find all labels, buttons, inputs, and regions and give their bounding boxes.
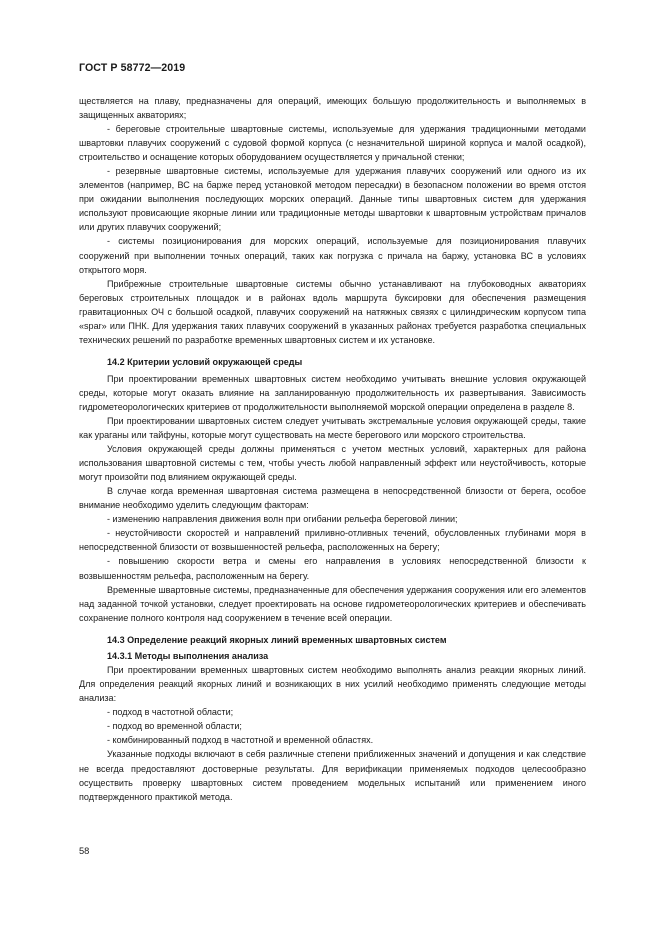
paragraph: При проектировании швартовных систем следует учитывать экстремальные условия окружающей среды, такие как ураганы или тайфуны, которые могут существовать на месте берегового или морского строительства. <box>79 415 586 441</box>
subsection-heading-14-3-1: 14.3.1 Методы выполнения анализа <box>107 650 269 661</box>
paragraph: В случае когда временная швартовная система размещена в непосредственной близости от берега, особое внимание необходимо уделить следующим факторам: <box>79 486 586 511</box>
page-body <box>79 94 586 804</box>
list-item: - подход во временной области; <box>107 721 242 732</box>
paragraph: При проектировании временных швартовных систем необходимо учитывать внешние условия окружающей среды, которые могут оказать влияние на запланированную продолжительность их развертывания. Зависимость гидрометеорологических критериев от продолжительности выполняемой морской операции определена в разделе 8. <box>79 373 586 412</box>
list-item: - повышению скорости ветра и смены его направления в условиях непосредственной близости к возвышенностям рельефа, расположенным на берегу. <box>79 556 586 581</box>
page-number: 58 <box>79 846 90 856</box>
list-item-coastal-systems: - береговые строительные швартовные системы, используемые для удержания традиционными методами швартовки плавучих сооружений с судовой формой корпуса (с незначительной шириной корпуса и малой осадкой), строительство и оснащение которых оборудованием осуществляется у причальной стенки; <box>79 124 586 163</box>
list-item: - неустойчивости скоростей и направлений приливно-отливных течений, обусловленных глубинами моря в непосредственной близости от возвышенностей рельефа, расположенных на берегу; <box>79 528 586 553</box>
section-heading-14-2: 14.2 Критерии условий окружающей среды <box>107 356 303 367</box>
list-item: - подход в частотной области; <box>107 707 234 718</box>
paragraph: Указанные подходы включают в себя различные степени приближенных значений и допущения и как следствие не всегда предоставляют достоверные результаты. Для верификации применяемых подходов целесообразно осуществить проверку швартовных систем проведением модельных испытаний или применением иного подтвержденного практикой метода. <box>79 749 586 802</box>
list-item-reserve-systems: - резервные швартовные системы, используемые для удержания плавучих сооружений или одного из их элементов (например, ВС на барже перед установкой методом пересадки) в безопасном положении во время отстоя при ожидании выполнения последующих морских операций. Данные типы швартовных систем для удержания используют провисающие якорные линии или традиционные методы швартовки к швартовным устройствам причалов или других плавучих сооружений; <box>79 166 586 233</box>
paragraph: Временные швартовные системы, предназначенные для обеспечения удержания сооружения или его элементов над заданной точкой установки, следует проектировать на основе гидрометеорологических критериев и обеспечивать сохранение полного контроля над сооружением в течение всей операции. <box>79 584 586 623</box>
standard-header: ГОСТ Р 58772—2019 <box>79 62 186 74</box>
spacer <box>79 625 586 633</box>
spacer <box>79 347 586 355</box>
paragraph-continuation: ществляется на плаву, предназначены для операций, имеющих большую продолжительность и выполняемых в защищенных акваториях; <box>79 96 586 121</box>
list-item: - изменению направления движения волн при огибании рельефа береговой линии; <box>107 514 458 525</box>
list-item-positioning-systems: - системы позиционирования для морских операций, используемые для позиционирования плавучих сооружений при выполнении точных операций, таких как погрузка с причала на баржу, установка ВС в условиях открытого моря. <box>79 236 586 275</box>
section-heading-14-3: 14.3 Определение реакций якорных линий временных швартовных систем <box>107 634 447 645</box>
list-item: - комбинированный подход в частотной и временной областях. <box>107 735 374 746</box>
paragraph-nearshore-systems: Прибрежные строительные швартовные системы обычно устанавливают на глубоководных акваториях береговых строительных площадок и в районах вдоль маршрута буксировки для обеспечения размещения гравитационных ОЧ с большой осадкой, плавучих сооружений на натяжных связях с цилиндрическим корпусом типа «spar» или ПНК. Для удержания таких плавучих сооружений в указанных районах требуется разработка специальных технических решений по разработке временных швартовных систем и их установке. <box>79 278 586 345</box>
paragraph: При проектировании временных швартовных систем необходимо выполнять анализ реакции якорных линий. Для определения реакций якорных линий и возникающих в них усилий необходимо применять следующие методы анализа: <box>79 665 586 704</box>
paragraph: Условия окружающей среды должны применяться с учетом местных условий, характерных для района использования швартовной системы с тем, чтобы учесть любой направленный эффект или неустойчивость, которые могут произойти под влиянием окружающей среды. <box>79 444 586 483</box>
